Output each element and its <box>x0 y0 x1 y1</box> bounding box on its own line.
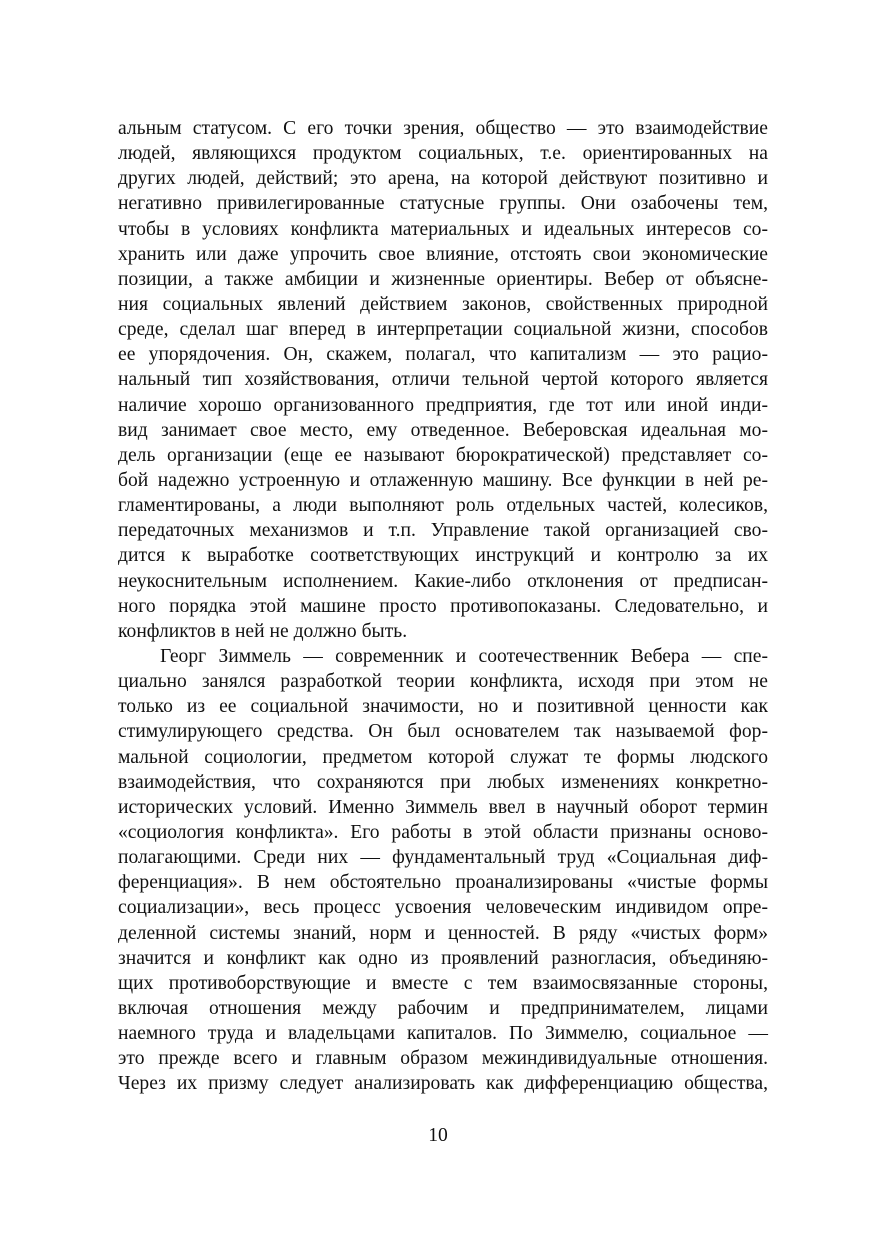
paragraph-2 <box>118 644 768 1097</box>
text-line: включая отношения между рабочим и предпринимателем, лицами <box>118 997 768 1019</box>
text-line: других людей, действий; это арена, на которой действуют позитивно и <box>118 168 768 190</box>
text-line: альным статусом. С его точки зрения, общество — это взаимодействие <box>118 118 768 139</box>
text-line: только из ее социальной значимости, но и позитивной ценности как <box>118 696 768 718</box>
text-line: бой надежно устроенную и отлаженную машину. Все функции в ней ре- <box>118 469 768 491</box>
text-line: позиции, а также амбиции и жизненные ориентиры. Вебер от объясне- <box>118 268 768 290</box>
text-line: Через их призму следует анализировать как дифференциацию общества, <box>118 1073 768 1095</box>
text-line: щих противоборствующие и вместе с тем взаимосвязанные стороны, <box>118 972 768 994</box>
text-line: ния социальных явлений действием законов, свойственных природной <box>118 293 768 315</box>
text-line: деленной системы знаний, норм и ценностей. В ряду «чистых форм» <box>118 922 768 944</box>
text-line: значится и конфликт как одно из проявлений разногласия, объединяю- <box>118 947 768 969</box>
text-line: это прежде всего и главным образом межиндивидуальные отношения. <box>118 1048 768 1070</box>
page-number: 10 <box>428 1125 448 1146</box>
text-line: дель организации (еще ее называют бюрократической) представляет со- <box>118 444 768 466</box>
text-line: ее упорядочения. Он, скажем, полагал, что капитализм — это рацио- <box>118 344 768 366</box>
text-line: вид занимает свое место, ему отведенное. Веберовская идеальная мо- <box>118 419 768 441</box>
text-line: нальный тип хозяйствования, отличи тельной чертой которого является <box>118 369 768 391</box>
text-line: взаимодействия, что сохраняются при любых изменениях конкретно- <box>118 771 768 793</box>
text-line: ного порядка этой машине просто противопоказаны. Следовательно, и <box>118 595 768 617</box>
text-line: неукоснительным исполнением. Какие-либо отклонения от предписан- <box>118 570 768 592</box>
text-line: чтобы в условиях конфликта материальных и идеальных интересов со- <box>118 218 768 240</box>
body-text <box>118 116 768 1096</box>
text-line: Георг Зиммель — современник и соотечественник Вебера — спе- <box>160 645 768 667</box>
text-line: гламентированы, а люди выполняют роль отдельных частей, колесиков, <box>118 495 768 517</box>
text-line: циально занялся разработкой теории конфликта, исходя при этом не <box>118 671 768 693</box>
text-line: социализации», весь процесс усвоения человеческим индивидом опре- <box>118 897 768 919</box>
text-line: полагающими. Среди них — фундаментальный труд «Социальная диф- <box>118 847 768 869</box>
text-line: «социология конфликта». Его работы в этой области признаны осново- <box>118 821 768 843</box>
text-line: стимулирующего средства. Он был основателем так называемой фор- <box>118 721 768 743</box>
text-line: наличие хорошо организованного предприятия, где тот или иной инди- <box>118 394 768 416</box>
text-line: среде, сделал шаг вперед в интерпретации социальной жизни, способов <box>118 319 768 341</box>
text-line: исторических условий. Именно Зиммель ввел в научный оборот термин <box>118 796 768 818</box>
text-line: людей, являющихся продуктом социальных, т.е. ориентированных на <box>118 143 768 165</box>
text-line: негативно привилегированные статусные группы. Они озабочены тем, <box>118 193 768 215</box>
text-line: наемного труда и владельцами капиталов. По Зиммелю, социальное — <box>118 1023 768 1045</box>
text-line: конфликтов в ней не должно быть. <box>118 620 408 642</box>
text-line: мальной социологии, предметом которой служат те формы людского <box>118 746 768 768</box>
paragraph-1 <box>118 116 768 644</box>
text-line: хранить или даже упрочить свое влияние, отстоять свои экономические <box>118 243 768 265</box>
text-line: ференциация». В нем обстоятельно проанализированы «чистые формы <box>118 872 768 894</box>
text-line: передаточных механизмов и т.п. Управление такой организацией сво- <box>118 520 768 542</box>
text-line: дится к выработке соответствующих инструкций и контролю за их <box>118 545 768 567</box>
